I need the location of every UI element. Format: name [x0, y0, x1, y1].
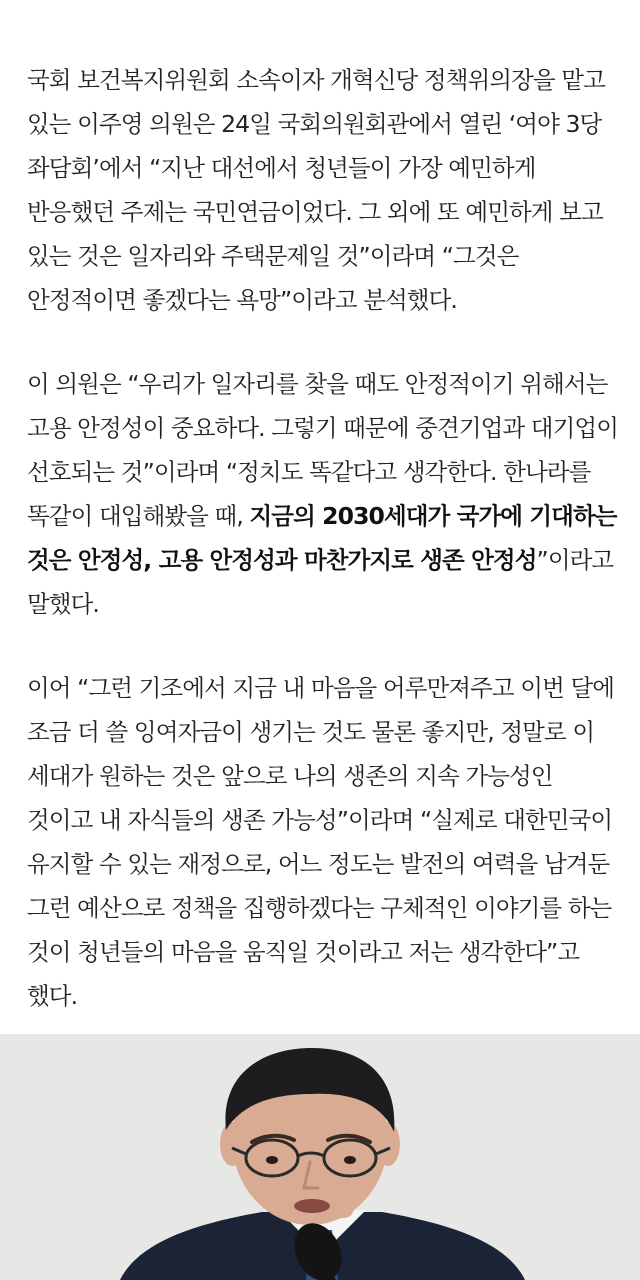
- news-photo: [0, 1034, 640, 1280]
- article-paragraph: [27, 666, 618, 1018]
- left-eye: [266, 1156, 278, 1164]
- paragraph-text: 이 의원은 “우리가 일자리를 찾을 때도 안정적이기 위해서는 고용 안정성이 중요하다. 그렇기 때문에 중견기업과 대기업이 선호되는 것”이라며 “정치도 똑같다고 생각한다. 한나라를 똑같이 대입해봤을 때,: [27, 370, 619, 530]
- right-eye: [344, 1156, 356, 1164]
- article-paragraph: [27, 58, 618, 322]
- article-paragraph: [27, 362, 618, 626]
- paragraph-text: 이어 “그런 기조에서 지금 내 마음을 어루만져주고 이번 달에 조금 더 쓸 잉여자금이 생기는 것도 물론 좋지만, 정말로 이 세대가 원하는 것은 앞으로 나의 생존의 지속 가능성인 것이고 내 자식들의 생존 가능성”이라며 “실제로 대한민국이 유지할 수 있는 재정으로, 어느 정도는 발전의 여력을 남겨둔 그런 예산으로 정책을 집행하겠다는 구체적인 이야기를 하는 것이 청년들의 마음을 움직일 것이라고 저는 생각한다”고 했다.: [27, 674, 615, 1010]
- speaker-photo-illustration: [0, 1034, 640, 1280]
- paragraph-text-tail: ”이라고 말했다.: [27, 546, 614, 618]
- paragraph-text: 국회 보건복지위원회 소속이자 개혁신당 정책위의장을 맡고 있는 이주영 의원은 24일 국회의원회관에서 열린 ‘여야 3당 좌담회’에서 “지난 대선에서 청년들이 가장 예민하게 반응했던 주제는 국민연금이었다. 그 외에 또 예민하게 보고 있는 것은 일자리와 주택문제일 것”이라며 “그것은 안정적이면 좋겠다는 욕망”이라고 분석했다.: [27, 66, 605, 314]
- mouth: [294, 1199, 330, 1213]
- paragraph-emphasis: 지금의 2030세대가 국가에 기대하는 것은 안정성, 고용 안정성과 마찬가지로 생존 안정성: [27, 502, 617, 574]
